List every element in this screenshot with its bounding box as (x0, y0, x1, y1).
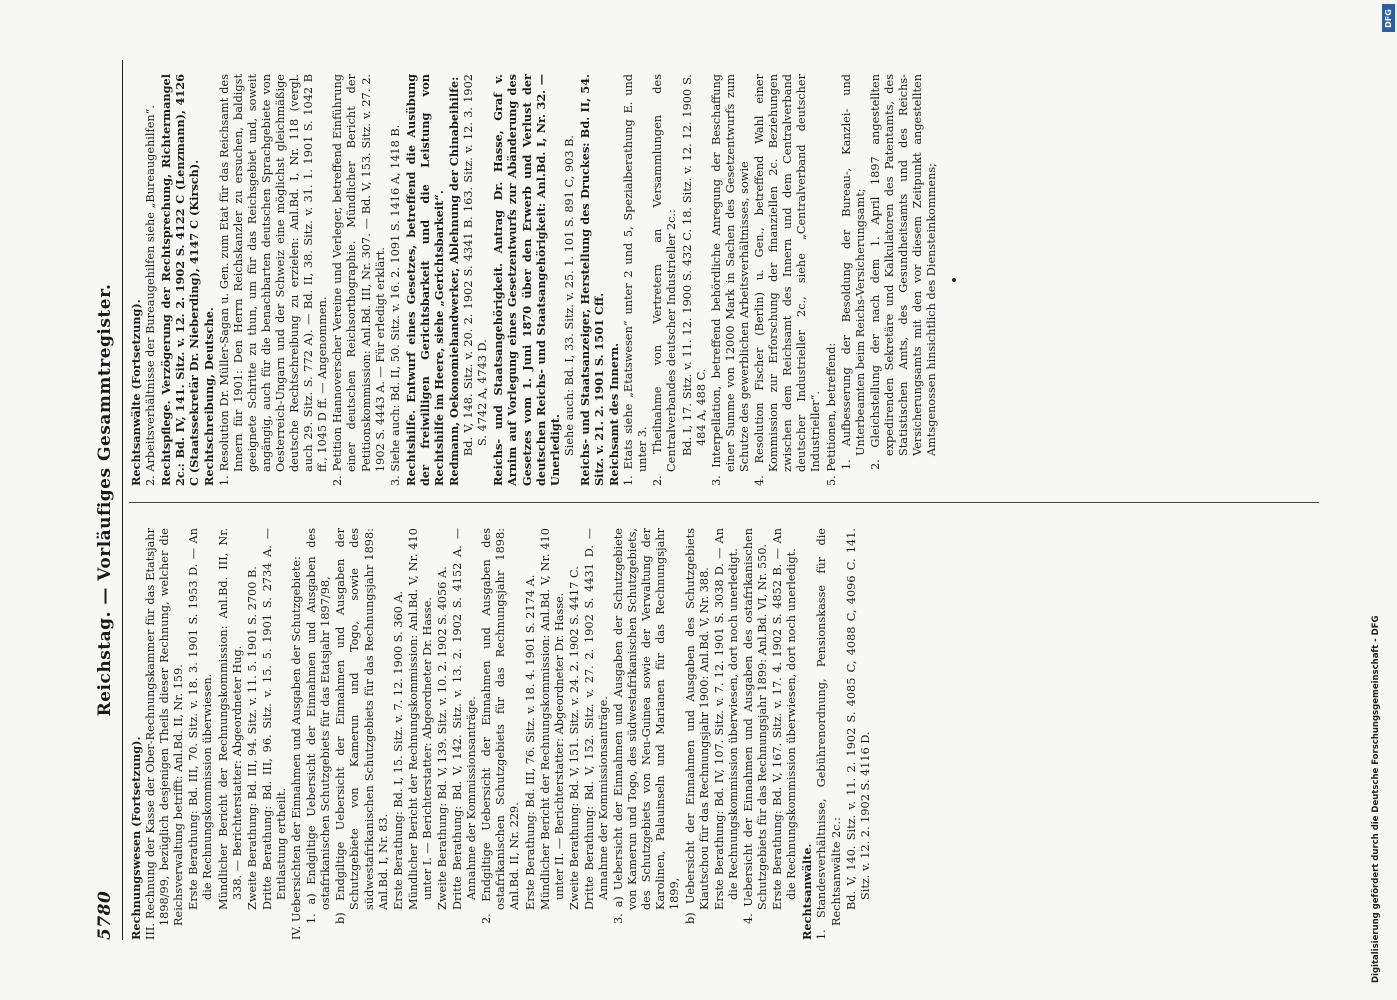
left-column (129, 528, 874, 940)
index-entry: 2. Theilnahme von Vertretern an Versammlungen des Centralverbandes deutscher Industrieller 2c.: (651, 74, 679, 486)
header-rule (122, 60, 123, 940)
index-entry: Bd. V, 148. Sitz. v. 20. 2. 1902 S. 4341 B. 163. Sitz. v. 12. 3. 1902 S. 4742 A, 4743 D. (462, 74, 490, 456)
index-heading: Reichsamt des Innern. (607, 342, 622, 486)
index-heading: Rechtschreibung, Deutsche. (202, 307, 217, 486)
index-entry: 1. Resolution Dr. Müller-Sagan u. Gen. zum Etat für das Reichsamt des Innern für 1901: Den Herrn Reichskanzler zu ersuchen, baldigst geeignete Schritte zu thun, um für das Reichsgebiet und, soweit angängig, auch für die benachbarten deutschen Sprachgebiete von Oesterreich-Ungarn und der Schweiz eine möglichst gleichmäßige deutsche Rechtschreibung zu erzielen: Anl.Bd. I, Nr. 118 (vergl. auch 29. Sitz. S. 772 A). — Bd. II, 38. Sitz. v. 31. 1. 1901 S. 1042 B ff., 1045 D ff. — Angenommen. (217, 74, 330, 486)
index-entry: 3. Interpellation, betreffend behördliche Anregung der Beschaffung einer Summe von 12000 Mark in Sachen des Gesetzentwurfs zum Schutze des gewerblichen Arbeitsverhältnisses, sowie (709, 74, 751, 486)
index-entry: Erste Berathung: Bd. III, 70. Sitz. v. 18. 3. 1901 S. 1953 D. — An die Rechnungskommission überwiesen. (187, 528, 215, 910)
index-entry: 2. Arbeitsverhältnisse der Bureaugehilfen siehe „Bureaugehilfen“. (144, 104, 158, 486)
index-heading: Rechtspflege. Verzögerung der Rechtsprechung, Richtermangel 2c.: Bd. IV, 141. Sitz. v. 12. 2. 1902 S. 4122 C (Lenzmann), 4126 C (Staatssekretär Dr. Nieberding), 4147 C (Kirsch). (159, 74, 202, 486)
index-entry: 3. a) Uebersicht der Einnahmen und Ausgaben der Schutzgebiete von Kamerun und Togo, des südwestafrikanischen Schutzgebiets, des Schutzgebiets von Neu-Guinea sowie der Verwaltung der Karolinen, Palauinseln und Marianen für das Rechnungsjahr 1899, (612, 528, 682, 924)
page-title: Reichstag. — Vorläufiges Gesammtregister. (95, 283, 115, 717)
index-entry: Dritte Berathung: Bd. III, 96. Sitz. v. 15. 5. 1901 S. 2734 A. — Entlastung ertheilt. (260, 528, 288, 910)
index-entry: III. Rechnung der Kasse der Ober-Rechnungskammer für das Etatsjahr 1898/99, bezüglich desjenigen Theils dieser Rechnung, welcher die Reichsverwaltung betrifft: Anl.Bd. II, Nr. 159. (144, 528, 186, 940)
index-entry: Erste Berathung: Bd. III, 76. Sitz. v. 18. 4. 1901 S. 2174 A. (523, 574, 537, 910)
page-header (95, 60, 119, 940)
index-heading: Rechtsanwälte. (800, 843, 815, 940)
index-entry: 2. Petition Hannoverscher Vereine und Verleger, betreffend Einführung einer deutschen Reichsorthographie. Mündlicher Bericht der Petitionskommission: Anl.Bd. III, Nr. 307. — Bd. V, 153. Sitz. v. 27. 2. 1902 S. 4443 A. — Für erledigt erklärt. (331, 74, 387, 486)
index-entry: Bd. V, 140. Sitz. v. 11. 2. 1902 S. 4085 C, 4088 C, 4096 C. 141. Sitz. v. 12. 2. 1902 S. 4116 D. (844, 528, 872, 910)
index-heading: Redmann, Oekonomiehandwerker, Ablehnung der Chinabeihilfe: (447, 76, 462, 486)
index-entry: 4. Uebersicht der Einnahmen und Ausgaben des ostafrikanischen Schutzgebiets für das Rechnungsjahr 1899: Anl.Bd. VI, Nr. 550. (741, 528, 770, 924)
sidebar (1370, 6, 1388, 986)
index-entry: Mündlicher Bericht der Rechnungskommission: Anl.Bd. V, Nr. 410 unter II. — Berichterstatter: Abgeordneter Dr. Hasse. (538, 528, 566, 910)
index-entry: Erste Berathung: Bd. V, 167. Sitz. v. 17. 4. 1902 S. 4852 B. — An die Rechnungskommission überwiesen, dort noch unerledigt. (771, 528, 799, 910)
index-heading: Reichs- und Staatsangehörigkeit. Antrag Dr. Hasse, Graf v. Arnim auf Vorlegung eines Gesetzentwurfs zur Abänderung des Gesetzes vom 1. Juni 1870 über den Erwerb und Verlust der deutschen Reichs- und Staatsangehörigkeit: Anl.Bd. I, Nr. 32. — Unerledigt. (491, 74, 562, 486)
page-number: 5780 (95, 890, 115, 940)
dfg-logo-text: DFG (1384, 8, 1394, 28)
index-entry: 1. Standesverhältnisse, Gebührenordnung, Pensionskasse für die Rechtsanwälte 2c.: (815, 528, 843, 940)
index-entry: 1. Etats siehe „Etatswesen“ unter 2 und 5, Spezialberathung E. und unter 3. (622, 74, 650, 486)
dfg-credit: Digitalisierung gefördert durch die Deutsche Forschungsgemeinschaft - DFG (1371, 615, 1381, 983)
index-entry: 3. Siehe auch: Bd. II, 50. Sitz. v. 16. 2. 1091 S. 1416 A, 1418 B. (388, 124, 402, 486)
index-entry: Zweite Berathung: Bd. III, 94. Sitz. v. 11. 5. 1901 S. 2700 B. (245, 566, 259, 910)
index-entry: 1. Aufbesserung der Besoldung der Bureau-, Kanzlei- und Unterbeamten beim Reichs-Versicherungsamt; (839, 74, 867, 470)
index-entry: Bd. I, 17. Sitz. v. 11. 12. 1900 S. 432 C. 18. Sitz. v. 12. 12. 1900 S. 484 A, 488 C. (680, 74, 708, 456)
index-entry: b) Endgiltige Uebersicht der Einnahmen und Ausgaben der Schutzgebiete von Kamerun und Togo, sowie des südwestafrikanischen Schutzgebiets für das Rechnungsjahr 1898: Anl.Bd. I, Nr. 83. (334, 528, 390, 924)
index-entry: 5. Petitionen, betreffend: (824, 342, 838, 486)
column-divider (129, 502, 1319, 503)
index-heading: Reichs- und Staatsanzeiger, Herstellung des Druckes: Bd. II, 54. Sitz. v. 21. 2. 1901 S. 1501 Cff. (577, 74, 606, 486)
index-entry: Dritte Berathung: Bd. V, 142. Sitz. v. 13. 2. 1902 S. 4152 A. — Annahme der Kommissionsanträge. (451, 528, 479, 910)
index-entry: Erste Berathung: Bd. IV, 107. Sitz. v. 7. 12. 1901 S. 3038 D. — An die Rechnungskommission überwiesen, dort noch unerledigt. (712, 528, 740, 910)
index-heading: Rechtshilfe. Entwurf eines Gesetzes, betreffend die Ausübung der freiwilligen Gerichtsbarkeit und die Leistung von Rechtshilfe im Heere, siehe „Gerichtsbarkeit“. (403, 74, 446, 486)
index-entry: Erste Berathung: Bd. I, 15. Sitz. v. 7. 12. 1900 S. 360 A. (391, 590, 405, 910)
index-entry: 2. Endgiltige Uebersicht der Einnahmen und Ausgaben des ostafrikanischen Schutzgebiets für das Rechnungsjahr 1898: Anl.Bd. II, Nr. 229. (480, 528, 522, 924)
index-entry: 1. a) Endgiltige Uebersicht der Einnahmen und Ausgaben des ostafrikanischen Schutzgebiets für das Etatsjahr 1897/98, (305, 528, 333, 924)
dfg-logo (1382, 4, 1395, 32)
index-heading: Rechtsanwälte (Fortsetzung). (129, 299, 143, 486)
index-entry: Mündlicher Bericht der Rechnungskommission: Anl.Bd. III, Nr. 338. — Berichterstatter: Abgeordneter Hug. (216, 528, 244, 910)
index-entry: 4. Resolution Fischer (Berlin) u. Gen., betreffend Wahl einer Kommission zur Erforschung der finanziellen 2c. Beziehungen zwischen dem Reichsamt des Innern und dem Centralverband deutscher Industrieller 2c., siehe „Centralverband deutscher Industrieller“. (753, 74, 823, 486)
index-entry: Mündlicher Bericht der Rechnungskommission: Anl.Bd. V, Nr. 410 unter I. — Berichterstatter: Abgeordneter Dr. Hasse. (406, 528, 434, 910)
index-entry: b) Uebersicht der Einnahmen und Ausgaben des Schutzgebiets Kiautschou für das Rechnungsjahr 1900: Anl.Bd. V, Nr. 388. (683, 528, 711, 924)
index-entry: IV. Uebersichten der Einnahmen und Ausgaben der Schutzgebiete: (290, 556, 304, 940)
rotated-page (95, 60, 1365, 940)
right-column (129, 74, 962, 486)
index-entry: • (947, 276, 962, 284)
index-entry: Zweite Berathung: Bd. V, 139. Sitz. v. 10. 2. 1902 S. 4056 A. (435, 566, 449, 910)
index-entry: 2. Gleichstellung der nach dem 1. April 1897 angestellten expedirenden Sekretäre und Kalkulatoren des Patentamts, des Statistischen Amts, des Gesundheitsamts und des Reichs-Versicherungsamts mit den vor diesem Zeitpunkt angestellten Amtsgenossen hinsichtlich des Diensteinkommens; (868, 74, 939, 470)
index-heading: Rechnungswesen (Fortsetzung). (129, 736, 143, 940)
index-entry: Dritte Berathung: Bd. V, 152. Sitz. v. 27. 2. 1902 S. 4431 D. — Annahme der Kommissionsanträge. (582, 528, 610, 910)
index-entry: Zweite Berathung: Bd. V, 151. Sitz. v. 24. 2. 1902 S. 4417 C. (567, 566, 581, 910)
index-entry: Siehe auch: Bd. I, 33. Sitz. v. 25. 1. 101 S. 891 C, 903 B. (562, 135, 576, 456)
